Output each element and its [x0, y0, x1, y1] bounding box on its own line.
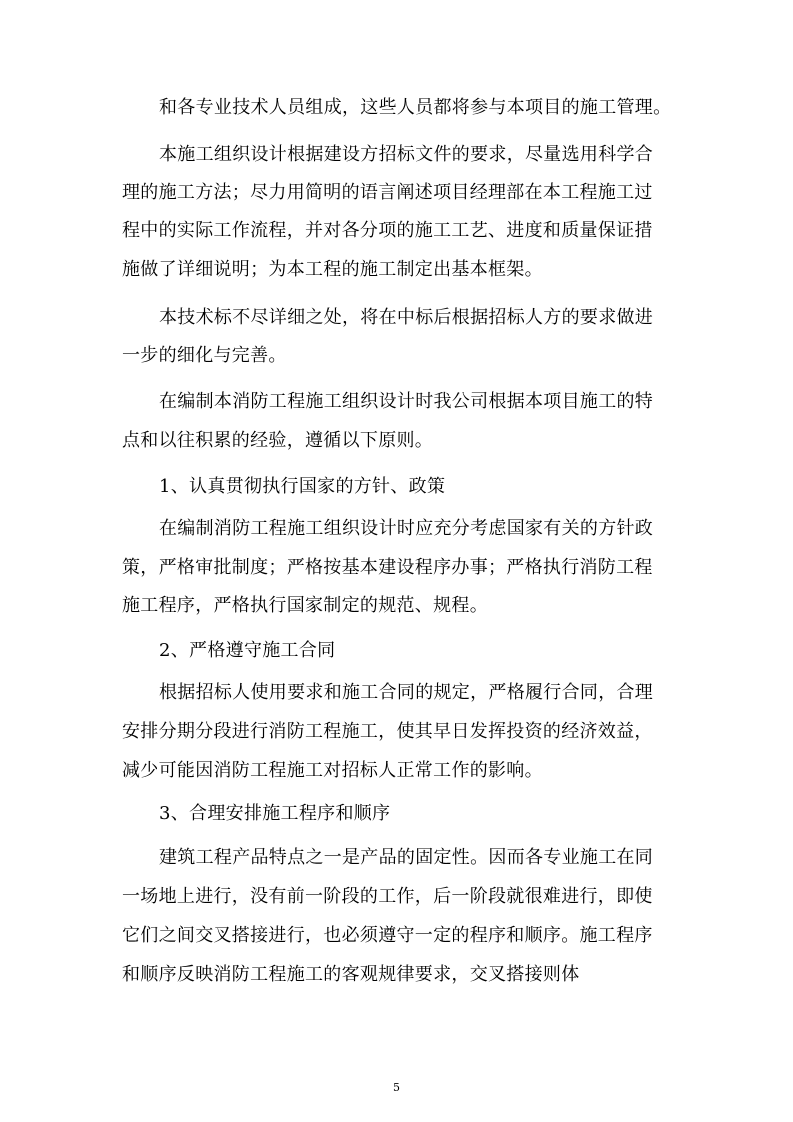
page-number: 5 — [393, 1081, 400, 1094]
section-heading-2: 2、严格遵守施工合同 — [159, 640, 336, 661]
text-line-19: 建筑工程产品特点之一是产品的固定性。因而各专业施工在同 — [159, 847, 654, 868]
text-line-16: 安排分期分段进行消防工程施工，使其早日发挥投资的经济效益， — [122, 721, 653, 742]
section-heading-3: 3、合理安排施工程序和顺序 — [159, 803, 391, 824]
text-line-11: 在编制消防工程施工组织设计时应充分考虑国家有关的方针政 — [159, 518, 654, 539]
text-line-7: 一步的细化与完善。 — [122, 345, 287, 366]
text-line-20: 一场地上进行，没有前一阶段的工作，后一阶段就很难进行，即使 — [122, 886, 653, 907]
text-line-9: 点和以往积累的经验，遵循以下原则。 — [122, 430, 434, 451]
text-line-13: 施工程序，严格执行国家制定的规范、规程。 — [122, 595, 488, 616]
text-line-8: 在编制本消防工程施工组织设计时我公司根据本项目施工的特 — [159, 391, 654, 412]
text-line-1: 和各专业技术人员组成，这些人员都将参与本项目的施工管理。 — [159, 97, 672, 118]
text-line-15: 根据招标人使用要求和施工合同的规定，严格履行合同，合理 — [159, 682, 654, 703]
section-heading-1: 1、认真贯彻执行国家的方针、政策 — [159, 476, 446, 497]
text-line-2: 本施工组织设计根据建设方招标文件的要求，尽量选用科学合 — [159, 144, 654, 165]
text-line-17: 减少可能因消防工程施工对招标人正常工作的影响。 — [122, 760, 543, 781]
text-line-5: 施做了详细说明；为本工程的施工制定出基本框架。 — [122, 259, 543, 280]
text-line-22: 和顺序反映消防工程施工的客观规律要求，交叉搭接则体 — [122, 964, 580, 985]
text-line-4: 程中的实际工作流程，并对各分项的施工工艺、进度和质量保证措 — [122, 220, 653, 241]
text-line-6: 本技术标不尽详细之处，将在中标后根据招标人方的要求做进 — [159, 307, 654, 328]
text-line-3: 理的施工方法；尽力用简明的语言阐述项目经理部在本工程施工过 — [122, 182, 653, 203]
text-line-12: 策，严格审批制度；严格按基本建设程序办事；严格执行消防工程 — [122, 557, 653, 578]
text-line-21: 它们之间交叉搭接进行，也必须遵守一定的程序和顺序。施工程序 — [122, 925, 653, 946]
